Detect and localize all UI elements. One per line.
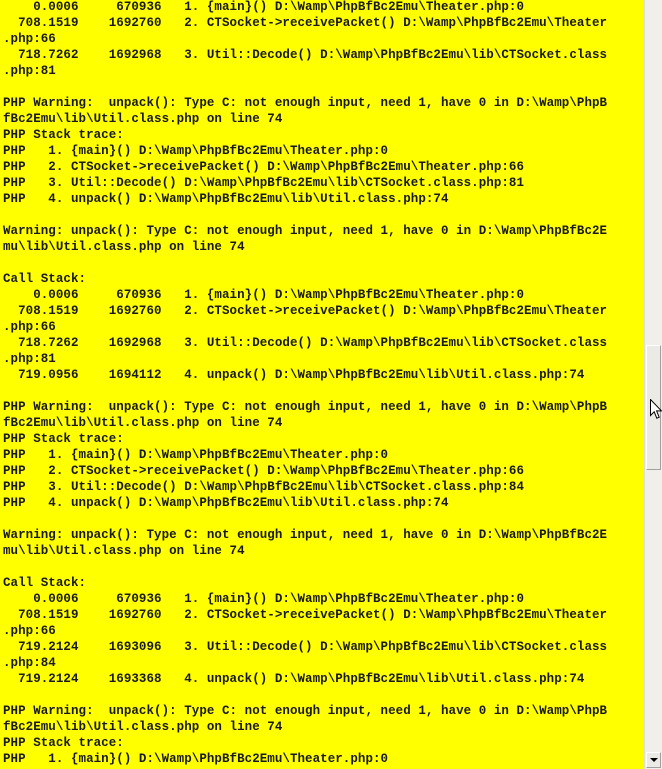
console-line: 718.7262 1692968 3. Util::Decode() D:\Wamp\PhpBfBc2Emu\lib\CTSocket.class [3, 336, 608, 350]
console-line [3, 559, 643, 575]
console-line: PHP 3. Util::Decode() D:\Wamp\PhpBfBc2Emu\lib\CTSocket.class.php:81 [3, 176, 525, 190]
console-line: PHP 1. {main}() D:\Wamp\PhpBfBc2Emu\Theater.php:0 [3, 448, 389, 462]
mouse-pointer-icon [650, 399, 662, 421]
console-line [3, 255, 643, 271]
console-line [3, 511, 643, 527]
console-line: PHP 3. Util::Decode() D:\Wamp\PhpBfBc2Emu\lib\CTSocket.class.php:84 [3, 480, 525, 494]
console-line: .php:66 [3, 320, 56, 334]
console-line: 719.0956 1694112 4. unpack() D:\Wamp\PhpBfBc2Emu\lib\Util.class.php:74 [3, 368, 585, 382]
console-line: mu\lib\Util.class.php on line 74 [3, 544, 245, 558]
console-line: 0.0006 670936 1. {main}() D:\Wamp\PhpBfBc2Emu\Theater.php:0 [3, 592, 525, 606]
console-line: 719.2124 1693096 3. Util::Decode() D:\Wamp\PhpBfBc2Emu\lib\CTSocket.class [3, 640, 608, 654]
console-line: .php:81 [3, 352, 56, 366]
console-line: .php:84 [3, 656, 56, 670]
console-line: 708.1519 1692760 2. CTSocket->receivePacket() D:\Wamp\PhpBfBc2Emu\Theater [3, 16, 608, 30]
console-line: PHP 1. {main}() D:\Wamp\PhpBfBc2Emu\Theater.php:0 [3, 752, 389, 766]
console-line: 718.7262 1692968 3. Util::Decode() D:\Wamp\PhpBfBc2Emu\lib\CTSocket.class [3, 48, 608, 62]
console-line [3, 207, 643, 223]
console-line: PHP Stack trace: [3, 432, 124, 446]
console-line: .php:66 [3, 32, 56, 46]
console-line: 719.2124 1693368 4. unpack() D:\Wamp\PhpBfBc2Emu\lib\Util.class.php:74 [3, 672, 585, 686]
console-line: PHP 4. unpack() D:\Wamp\PhpBfBc2Emu\lib\Util.class.php:74 [3, 192, 449, 206]
console-line: fBc2Emu\lib\Util.class.php on line 74 [3, 720, 283, 734]
console-line: 708.1519 1692760 2. CTSocket->receivePacket() D:\Wamp\PhpBfBc2Emu\Theater [3, 608, 608, 622]
console-line: .php:66 [3, 624, 56, 638]
console-line: Call Stack: [3, 272, 87, 286]
console-line: PHP Warning: unpack(): Type C: not enough input, need 1, have 0 in D:\Wamp\PhpB [3, 400, 608, 414]
console-line [3, 383, 643, 399]
console-line: mu\lib\Util.class.php on line 74 [3, 240, 245, 254]
console-line: Warning: unpack(): Type C: not enough input, need 1, have 0 in D:\Wamp\PhpBfBc2E [3, 528, 608, 542]
console-line: 0.0006 670936 1. {main}() D:\Wamp\PhpBfBc2Emu\Theater.php:0 [3, 0, 525, 14]
console-line: PHP 2. CTSocket->receivePacket() D:\Wamp\PhpBfBc2Emu\Theater.php:66 [3, 160, 525, 174]
console-line: PHP 1. {main}() D:\Wamp\PhpBfBc2Emu\Theater.php:0 [3, 144, 389, 158]
console-line: .php:81 [3, 64, 56, 78]
console-line: Warning: unpack(): Type C: not enough input, need 1, have 0 in D:\Wamp\PhpBfBc2E [3, 224, 608, 238]
console-line: 708.1519 1692760 2. CTSocket->receivePacket() D:\Wamp\PhpBfBc2Emu\Theater [3, 304, 608, 318]
console-line: PHP Stack trace: [3, 128, 124, 142]
scroll-down-button[interactable] [646, 752, 661, 768]
console-line: PHP Warning: unpack(): Type C: not enough input, need 1, have 0 in D:\Wamp\PhpB [3, 704, 608, 718]
console-line: PHP Warning: unpack(): Type C: not enough input, need 1, have 0 in D:\Wamp\PhpB [3, 96, 608, 110]
vertical-scrollbar[interactable] [644, 0, 662, 769]
console-line: 0.0006 670936 1. {main}() D:\Wamp\PhpBfBc2Emu\Theater.php:0 [3, 288, 525, 302]
console-line: PHP 2. CTSocket->receivePacket() D:\Wamp\PhpBfBc2Emu\Theater.php:66 [3, 464, 525, 478]
console-line: fBc2Emu\lib\Util.class.php on line 74 [3, 416, 283, 430]
console-line: PHP Stack trace: [3, 736, 124, 750]
console-line: Call Stack: [3, 576, 87, 590]
console-line [3, 79, 643, 95]
console-line: PHP 4. unpack() D:\Wamp\PhpBfBc2Emu\lib\Util.class.php:74 [3, 496, 449, 510]
console-line [3, 687, 643, 703]
console-line: fBc2Emu\lib\Util.class.php on line 74 [3, 112, 283, 126]
console-text [3, 0, 643, 767]
